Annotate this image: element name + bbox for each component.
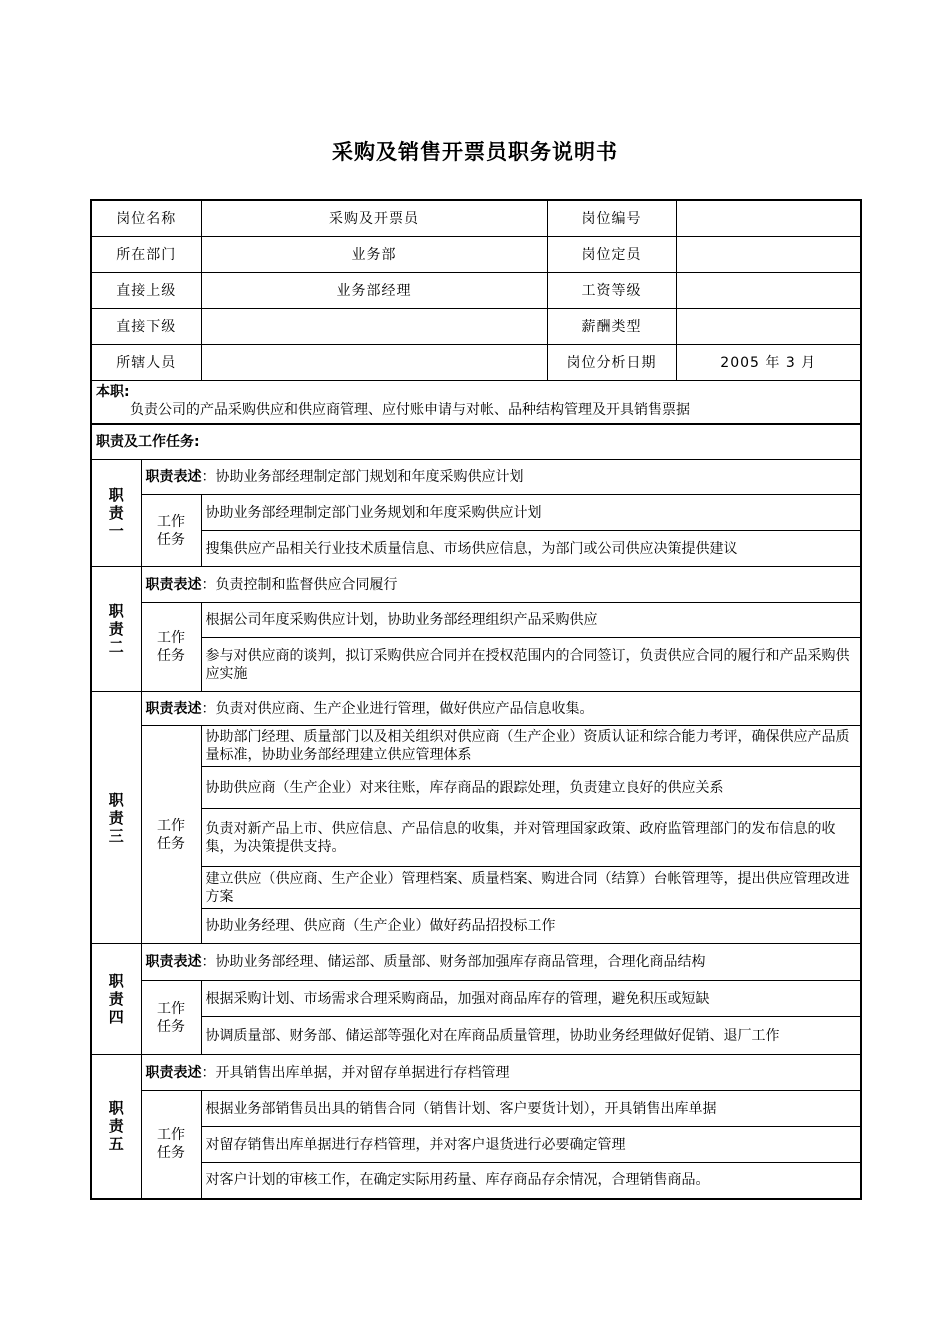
header-label: 岗位分析日期 bbox=[547, 345, 676, 381]
page-title: 采购及销售开票员职务说明书 bbox=[332, 139, 618, 164]
task-label bbox=[141, 495, 201, 567]
desc-label: 职责表述 bbox=[145, 954, 202, 970]
task-item: 对客户计划的审核工作，在确定实际用药量、库存商品存余情况，合理销售商品。 bbox=[201, 1163, 861, 1199]
desc-label: 职责表述 bbox=[145, 700, 202, 717]
task-label-text: 工作任务 bbox=[157, 817, 185, 852]
header-value bbox=[676, 309, 861, 345]
task-label bbox=[141, 726, 201, 944]
task-item: 协助业务经理、供应商（生产企业）做好药品招投标工作 bbox=[201, 909, 861, 944]
header-value: 2005 年 3 月 bbox=[676, 345, 861, 381]
summary-label: 本职: bbox=[96, 384, 130, 400]
task-item: 负责对新产品上市、供应信息、产品信息的收集，并对管理国家政策、政府监管理部门的发布信息的收集，为决策提供支持。 bbox=[201, 809, 861, 867]
task-item: 参与对供应商的谈判，拟订采购供应合同并在授权范围内的合同签订，负责供应合同的履行和产品采购供应实施 bbox=[201, 638, 861, 692]
task-label-text: 工作任务 bbox=[157, 1000, 185, 1035]
header-value: 业务部经理 bbox=[201, 273, 547, 309]
duties-heading: 职责及工作任务: bbox=[91, 424, 861, 460]
task-label bbox=[141, 981, 201, 1055]
task-item: 协调质量部、财务部、储运部等强化对在库商品质量管理，协助业务经理做好促销、退厂工作 bbox=[201, 1017, 861, 1055]
duty-name: 职责二 bbox=[108, 602, 124, 656]
header-label: 工资等级 bbox=[547, 273, 676, 309]
header-label: 所在部门 bbox=[91, 237, 201, 273]
header-value bbox=[201, 309, 547, 345]
header-label: 薪酬类型 bbox=[547, 309, 676, 345]
header-value bbox=[201, 345, 547, 381]
job-description-table bbox=[90, 199, 862, 1200]
duty-label bbox=[91, 1055, 141, 1199]
desc-text: ：协助业务部经理制定部门规划和年度采购供应计划 bbox=[201, 469, 524, 485]
desc-text: ：负责控制和监督供应合同履行 bbox=[201, 576, 398, 593]
duty-label bbox=[91, 567, 141, 692]
duty-name: 职责五 bbox=[108, 1099, 124, 1154]
header-label: 岗位名称 bbox=[91, 200, 201, 237]
task-item: 根据采购计划、市场需求合理采购商品，加强对商品库存的管理，避免积压或短缺 bbox=[201, 981, 861, 1017]
task-item: 协助部门经理、质量部门以及相关组织对供应商（生产企业）资质认证和综合能力考评，确保供应产品质量标准，协助业务部经理建立供应管理体系 bbox=[201, 726, 861, 767]
header-value bbox=[676, 273, 861, 309]
task-item: 协助供应商（生产企业）对来往账，库存商品的跟踪处理，负责建立良好的供应关系 bbox=[201, 767, 861, 809]
duty-label bbox=[91, 944, 141, 1055]
duty-description bbox=[141, 1055, 861, 1091]
desc-label: 职责表述 bbox=[145, 576, 202, 593]
header-label: 直接上级 bbox=[91, 273, 201, 309]
header-label: 所辖人员 bbox=[91, 345, 201, 381]
task-item: 根据公司年度采购供应计划，协助业务部经理组织产品采购供应 bbox=[201, 603, 861, 638]
duty-description bbox=[141, 944, 861, 981]
task-label-text: 工作任务 bbox=[157, 630, 185, 664]
header-value: 业务部 bbox=[201, 237, 547, 273]
desc-label: 职责表述 bbox=[145, 469, 202, 485]
duty-label bbox=[91, 692, 141, 944]
duty-description bbox=[141, 692, 861, 726]
desc-text: ：负责对供应商、生产企业进行管理，做好供应产品信息收集。 bbox=[201, 700, 594, 717]
task-item: 协助业务部经理制定部门业务规划和年度采购供应计划 bbox=[201, 495, 861, 531]
task-label-text: 工作任务 bbox=[157, 1127, 185, 1162]
header-label: 岗位定员 bbox=[547, 237, 676, 273]
header-value bbox=[676, 200, 861, 237]
duty-label bbox=[91, 460, 141, 567]
task-label bbox=[141, 1091, 201, 1199]
desc-text: ：开具销售出库单据，并对留存单据进行存档管理 bbox=[201, 1064, 510, 1081]
duty-description bbox=[141, 567, 861, 603]
header-value: 采购及开票员 bbox=[201, 200, 547, 237]
header-label: 直接下级 bbox=[91, 309, 201, 345]
header-label: 岗位编号 bbox=[547, 200, 676, 237]
task-label bbox=[141, 603, 201, 692]
header-value bbox=[676, 237, 861, 273]
task-item: 搜集供应产品相关行业技术质量信息、市场供应信息，为部门或公司供应决策提供建议 bbox=[201, 531, 861, 567]
desc-text: ：协助业务部经理、储运部、质量部、财务部加强库存商品管理，合理化商品结构 bbox=[201, 954, 706, 970]
task-label-text: 工作任务 bbox=[157, 513, 185, 548]
task-item: 根据业务部销售员出具的销售合同（销售计划、客户要货计划），开具销售出库单据 bbox=[201, 1091, 861, 1127]
duty-name: 职责三 bbox=[108, 790, 124, 845]
summary-section bbox=[91, 381, 861, 425]
duty-name: 职责四 bbox=[108, 972, 124, 1026]
desc-label: 职责表述 bbox=[145, 1064, 202, 1081]
task-item: 建立供应（供应商、生产企业）管理档案、质量档案、购进合同（结算）台帐管理等，提出供应管理改进方案 bbox=[201, 867, 861, 909]
duty-name: 职责一 bbox=[108, 486, 124, 540]
task-item: 对留存销售出库单据进行存档管理，并对客户退货进行必要确定管理 bbox=[201, 1127, 861, 1163]
duty-description bbox=[141, 460, 861, 495]
summary-text: 负责公司的产品采购供应和供应商管理、应付账申请与对帐、品种结构管理及开具销售票据 bbox=[130, 402, 690, 418]
